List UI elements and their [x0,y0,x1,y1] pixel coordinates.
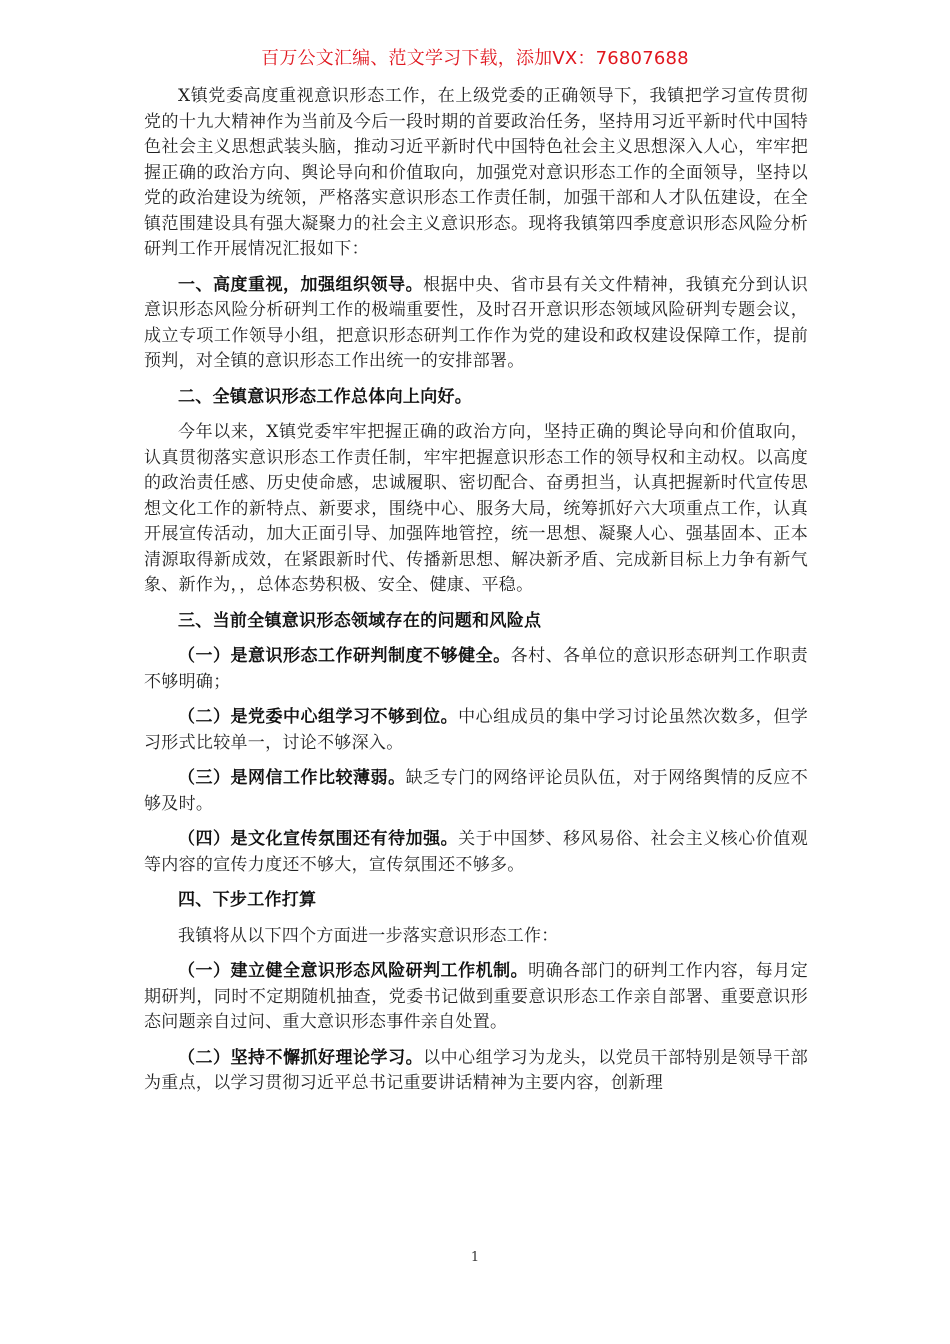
section-3-heading [144,609,808,635]
section-4-item-1 [144,959,808,1036]
watermark-banner: 百万公文汇编、范文学习下载，添加VX：76807688 [261,48,689,69]
section-1-text: 根据中央、省市县有关文件精神，我镇充分到认识意识形态风险分析研判工作的极端重要性，及时召开意识形态领域风险研判专题会议，成立专项工作领导小组，把意识形态研判工作作为党的建设和政权建设保障工作，提前预判，对全镇的意识形态工作出统一的安排部署。 [144,274,808,371]
section-4-item-1-title: （一）建立健全意识形态风险研判工作机制。 [178,961,529,981]
section-3-item-2-text: 中心组成员的集中学习讨论虽然次数多，但学习形式比较单一，讨论不够深入。 [144,707,808,753]
section-3-item-3-text: 缺乏专门的网络评论员队伍，对于网络舆情的反应不够及时。 [144,768,808,814]
section-3-item-4 [144,827,808,878]
section-3-item-2 [144,705,808,756]
section-4-item-2-text: 以中心组学习为龙头，以党员干部特别是领导干部为重点，以学习贯彻习近平总书记重要讲话精神为主要内容，创新理 [144,1047,808,1093]
section-2-title: 二、全镇意识形态工作总体向上向好。 [178,386,473,407]
section-4-item-1-text: 明确各部门的研判工作内容，每月定期研判，同时不定期随机抽查，党委书记做到重要意识形态工作亲自部署、重要意识形态问题亲自过问、重大意识形态事件亲自处置。 [144,961,808,1032]
section-3-item-1-title: （一）是意识形态工作研判制度不够健全。 [178,646,511,666]
document-body [144,84,808,1107]
section-3-item-4-text: 关于中国梦、移风易俗、社会主义核心价值观等内容的宣传力度还不够大，宣传氛围还不够多。 [144,829,808,875]
section-2-heading [144,385,808,411]
section-3-item-1-text: 各村、各单位的意识形态研判工作职责不够明确； [144,646,808,692]
section-3-item-2-title: （二）是党委中心组学习不够到位。 [178,707,459,727]
section-3-item-4-title: （四）是文化宣传氛围还有待加强。 [178,829,459,849]
section-4-item-2 [144,1046,808,1097]
section-1-title: 一、高度重视，加强组织领导。 [178,274,424,295]
section-2-paragraph: 今年以来，X镇党委牢牢把握正确的政治方向，坚持正确的舆论导向和价值取向，认真贯彻落实意识形态工作责任制，牢牢把握意识形态工作的领导权和主动权。以高度的政治责任感、历史使命感，忠诚履职、密切配合、奋勇担当，认真把握新时代宣传思想文化工作的新特点、新要求，围绕中心、服务大局，统筹抓好六大项重点工作，认真开展宣传活动，加大正面引导、加强阵地管控，统一思想、凝聚人心、强基固本、正本清源取得新成效，在紧跟新时代、传播新思想、解决新矛盾、完成新目标上力争有新气象、新作为，，总体态势积极、安全、健康、平稳。 [144,422,808,595]
section-4-intro: 我镇将从以下四个方面进一步落实意识形态工作： [178,925,559,946]
section-3-item-3-title: （三）是网信工作比较薄弱。 [178,768,406,788]
section-4-item-2-title: （二）坚持不懈抓好理论学习。 [178,1047,424,1068]
section-3-item-1 [144,644,808,695]
section-3-title: 三、当前全镇意识形态领域存在的问题和风险点 [178,610,542,631]
section-4-title: 四、下步工作打算 [178,890,317,910]
intro-paragraph: X镇党委高度重视意识形态工作，在上级党委的正确领导下，我镇把学习宣传贯彻党的十九大精神作为当前及今后一段时期的首要政治任务，坚持用习近平新时代中国特色社会主义思想武装头脑，推动习近平新时代中国特色社会主义思想深入人心，牢牢把握正确的政治方向、舆论导向和价值取向，加强党对意识形态工作的全面领导，坚持以党的政治建设为统领，严格落实意识形态工作责任制，加强干部和人才队伍建设，在全镇范围建设具有强大凝聚力的社会主义意识形态。现将我镇第四季度意识形态风险分析研判工作开展情况汇报如下： [144,86,808,259]
page-number: 1 [470,1250,480,1265]
section-4-heading [144,888,808,914]
section-3-item-3 [144,766,808,817]
section-1-paragraph [144,273,808,375]
